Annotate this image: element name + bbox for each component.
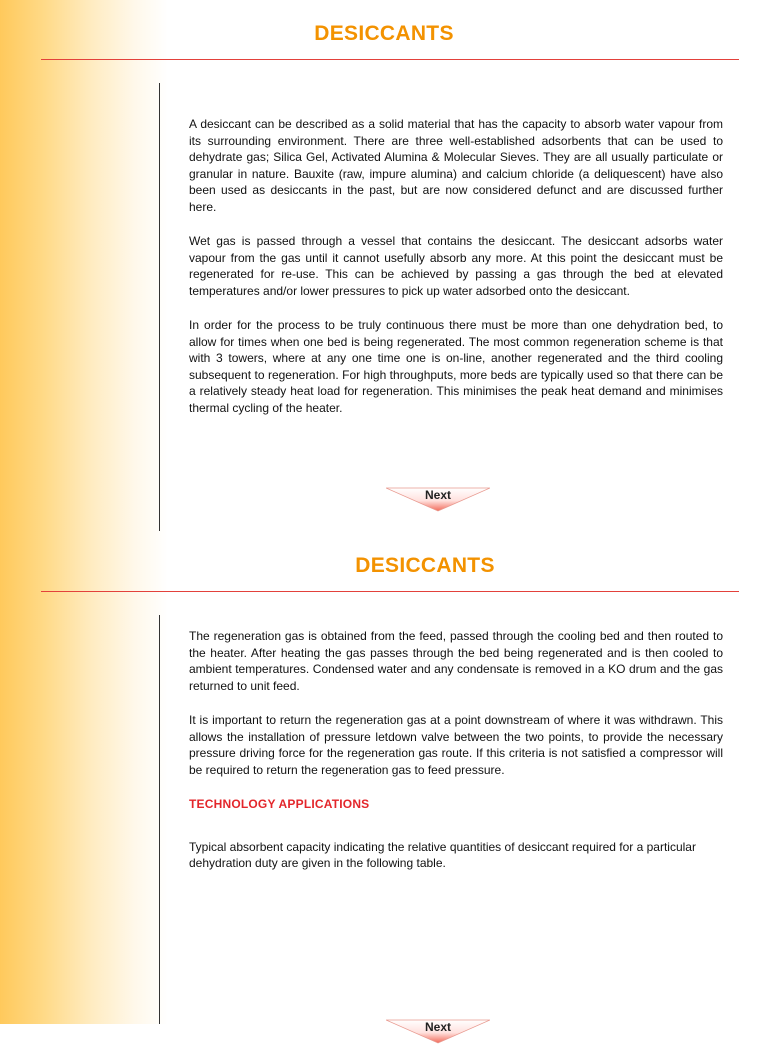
content-body: [189, 116, 723, 434]
paragraph: In order for the process to be truly continuous there must be more than one dehydration bed, to allow for times when one bed is being regenerated. The most common regeneration scheme is that with 3 towers, where at any one time one is on-line, another regenerated and the third cooling subsequent to regeneration. For high throughputs, more beds are typically used so that there can be a relatively steady heat load for regeneration. This minimises the peak heat demand and minimises thermal cycling of the heater.: [189, 318, 723, 415]
next-button[interactable]: [386, 1018, 490, 1044]
paragraph: Wet gas is passed through a vessel that contains the desiccant. The desiccant adsorbs water vapour from the gas until it cannot usefully absorb any more. At this point the desiccant must be regenerated for re-use. This can be achieved by passing a gas through the bed at elevated temperatures and/or lower pressures to pick up water adsorbed onto the desiccant.: [189, 234, 723, 298]
paragraph: Typical absorbent capacity indicating the relative quantities of desiccant required for a particular dehydration duty are given in the following table.: [189, 839, 696, 870]
page-title: DESICCANTS: [355, 554, 495, 577]
content-margin-line: [159, 615, 160, 1024]
page-section-2: [0, 530, 768, 1034]
section-subheading: TECHNOLOGY APPLICATIONS: [189, 797, 370, 811]
paragraph: The regeneration gas is obtained from the feed, passed through the cooling bed and then routed to the heater. After heating the gas passes through the bed being regenerated and is then cooled to ambient temperatures. Condensed water and any condensate is removed in a KO drum and the gas returned to unit feed.: [189, 629, 723, 693]
paragraph: It is important to return the regeneration gas at a point downstream of where it was withdrawn. This allows the installation of pressure letdown valve between the two points, to provide the necessary pressure driving force for the regeneration gas route. If this criteria is not satisfied a compressor will be required to return the regeneration gas to feed pressure.: [189, 713, 723, 777]
content-body: [189, 628, 723, 890]
next-button-label: Next: [424, 488, 451, 502]
paragraph: A desiccant can be described as a solid material that has the capacity to absorb water vapour from its surrounding environment. There are three well-established adsorbents that can be used to dehydrate gas; Silica Gel, Activated Alumina & Molecular Sieves. They are all usually particulate or granular in nature. Bauxite (raw, impure alumina) and calcium chloride (a deliquescent) have also been used as desiccants in the past, but are now considered defunct and are discussed further here.: [189, 117, 723, 214]
title-divider: [41, 59, 739, 60]
next-button-label: Next: [424, 1020, 451, 1034]
content-margin-line: [159, 83, 160, 531]
next-button[interactable]: [386, 486, 490, 512]
title-divider: [41, 591, 739, 592]
page-title: DESICCANTS: [314, 22, 454, 45]
